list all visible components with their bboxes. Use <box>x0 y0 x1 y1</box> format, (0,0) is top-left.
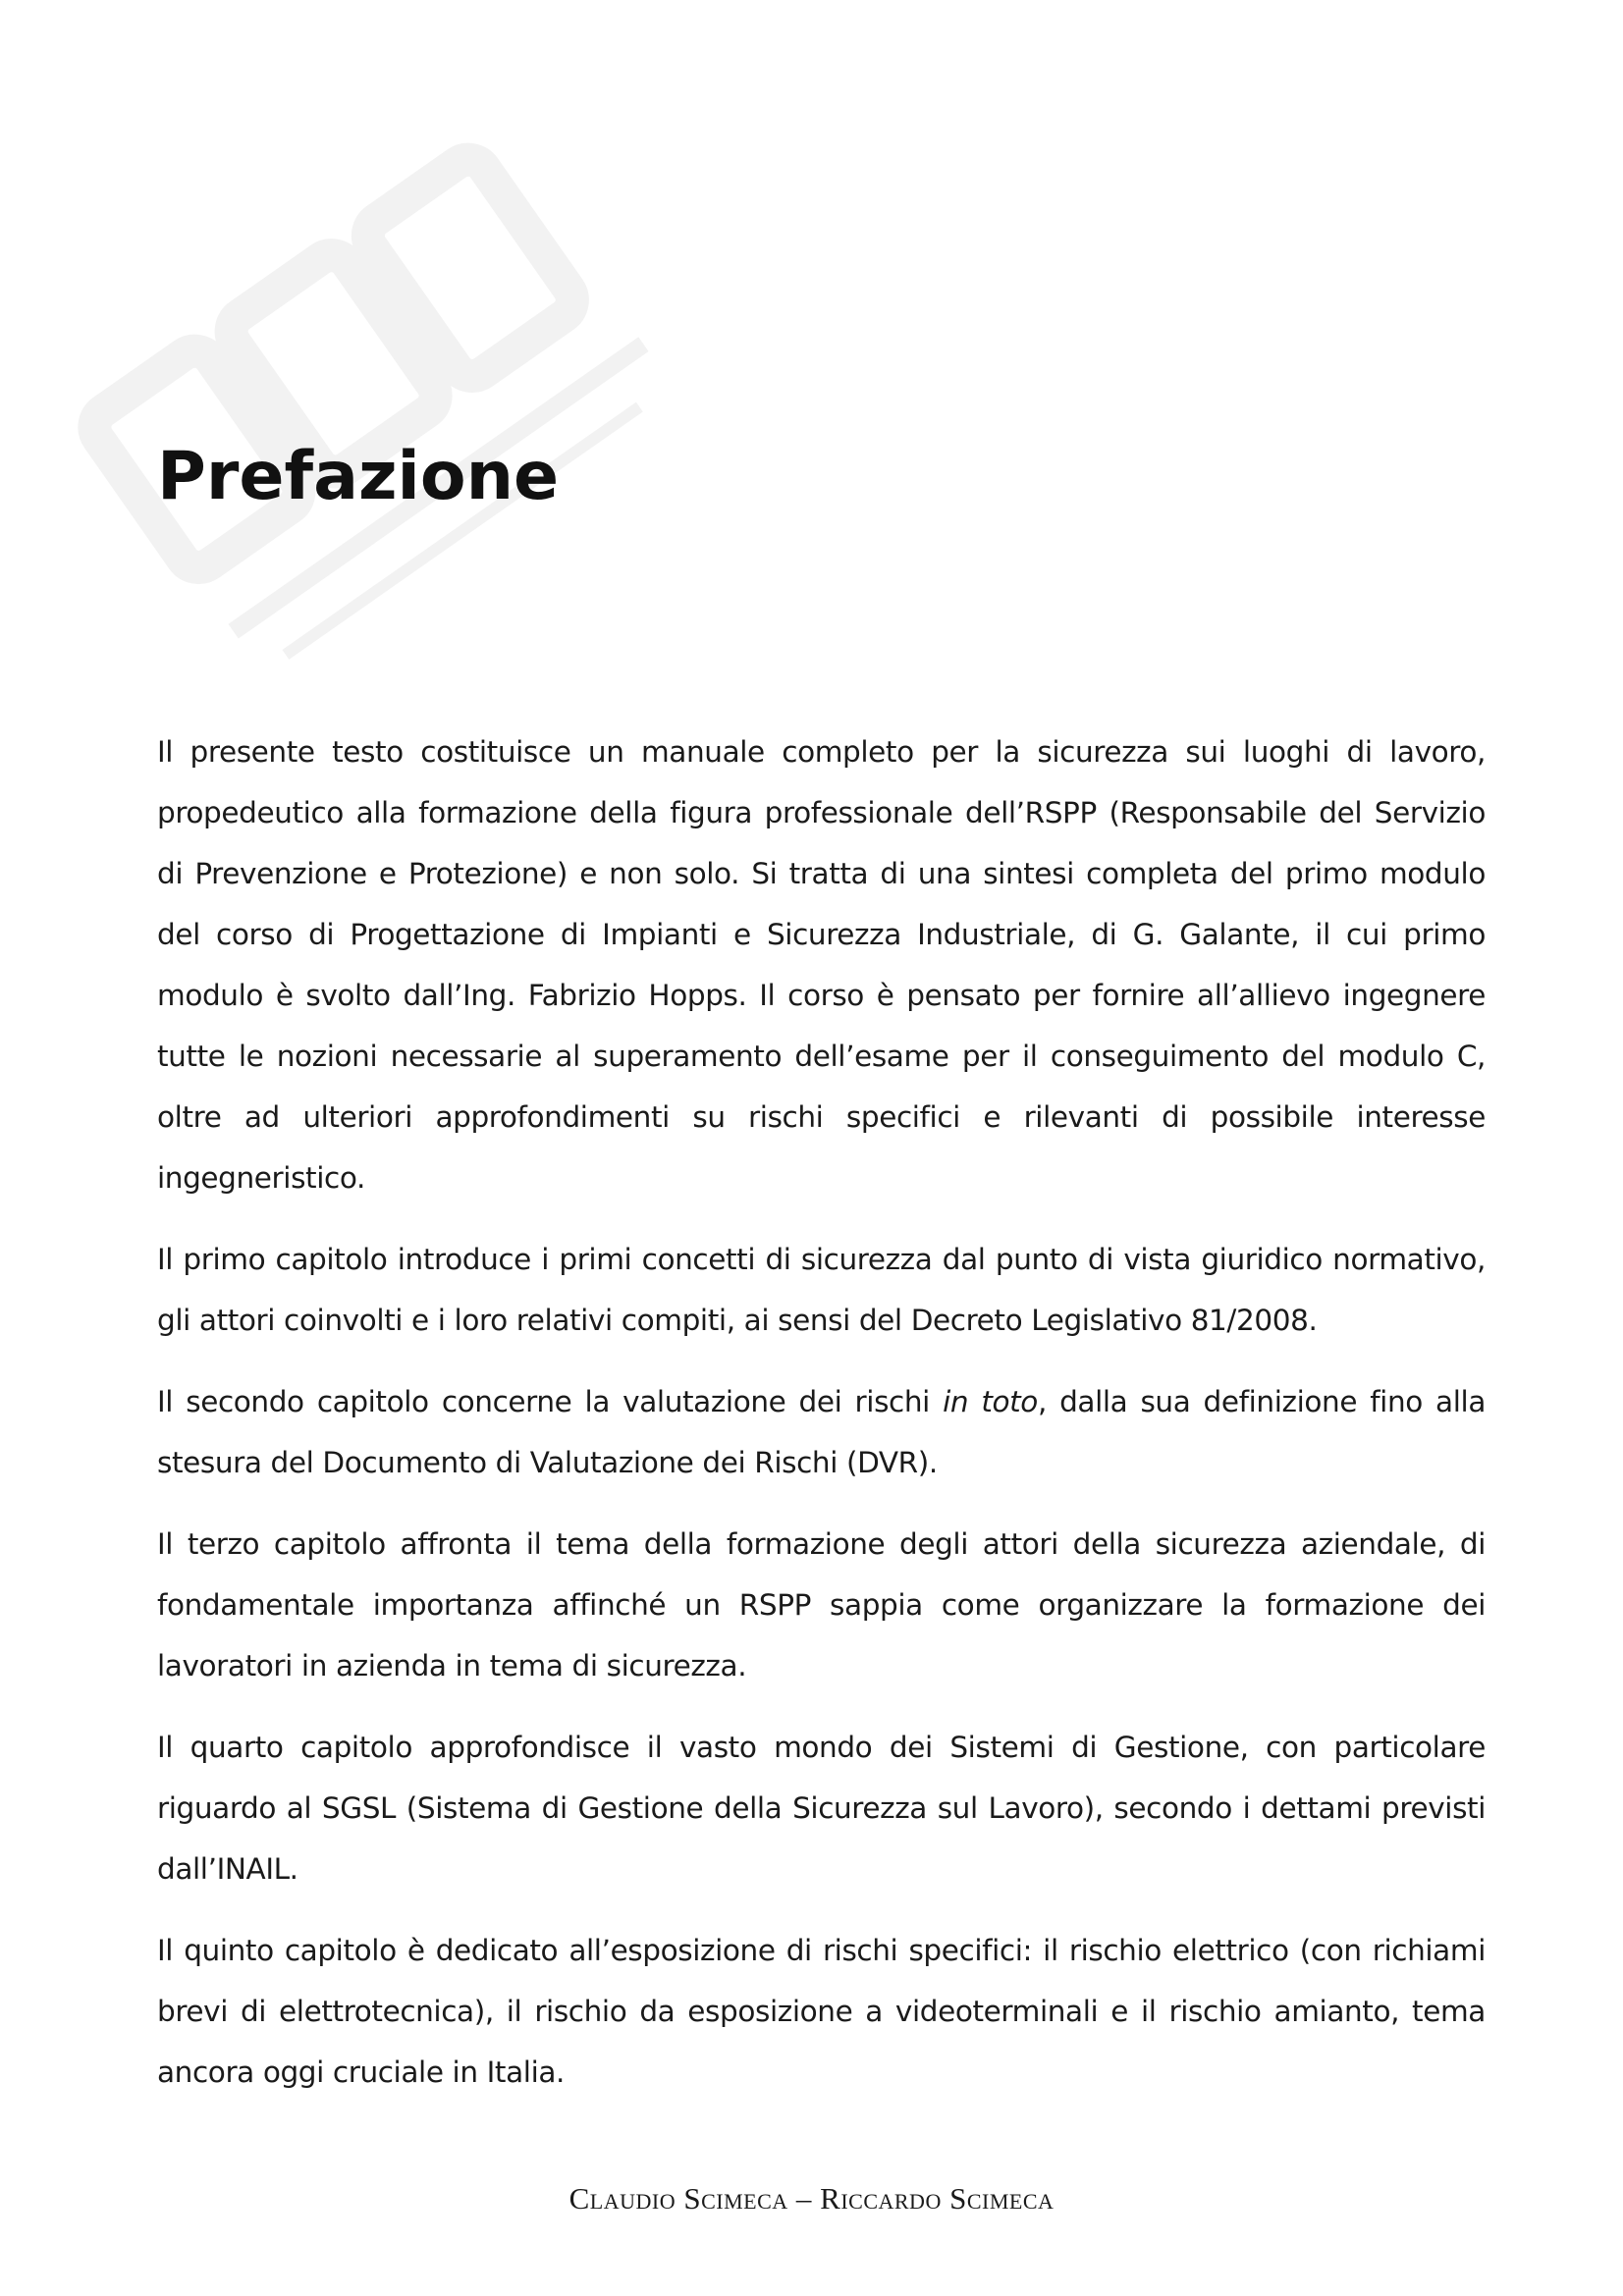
paragraph-chapter-1: Il primo capitolo introduce i primi concetti di sicurezza dal punto di vista giuridico normativo, gli attori coinvolti e i loro relativi compiti, ai sensi del Decreto Legislativo 81/2008. <box>157 1243 1486 1337</box>
paragraph-chapter-4: Il quarto capitolo approfondisce il vasto mondo dei Sistemi di Gestione, con particolare riguardo al SGSL (Sistema di Gestione della Sicurezza sul Lavoro), secondo i dettami previsti dall’INAIL. <box>157 1731 1486 1886</box>
paragraph-chapter-2 <box>157 1371 1486 1493</box>
paragraph-chapter-2-start: Il secondo capitolo concerne la valutazione dei rischi <box>157 1385 944 1418</box>
paragraph-chapter-3: Il terzo capitolo affronta il tema della formazione degli attori della sicurezza aziendale, di fondamentale importanza affinché un RSPP sappia come organizzare la formazione dei lavoratori in azienda in tema di sicurezza. <box>157 1527 1486 1682</box>
watermark-logo <box>29 39 736 726</box>
paragraph-chapter-2-end: , dalla sua definizione fino alla stesura del Documento di Valutazione dei Rischi (DVR). <box>157 1385 1487 1479</box>
body-text <box>157 721 1486 2123</box>
paragraph-chapter-5: Il quinto capitolo è dedicato all’esposizione di rischi specifici: il rischio elettrico (con richiami brevi di elettrotecnica), il rischio da esposizione a videoterminali e il rischio amianto, tema ancora oggi cruciale in Italia. <box>157 1934 1486 2089</box>
paragraph-intro: Il presente testo costituisce un manuale completo per la sicurezza sui luoghi di lavoro, propedeutico alla formazione della figura professionale dell’RSPP (Responsabile del Servizio di Prevenzione e Protezione) e non solo. Si tratta di una sintesi completa del primo modulo del corso di Progettazione di Impianti e Sicurezza Industriale, di G. Galante, il cui primo modulo è svolto dall’Ing. Fabrizio Hopps. Il corso è pensato per fornire all’allievo ingegnere tutte le nozioni necessarie al superamento dell’esame per il conseguimento del modulo C, oltre ad ulteriori approfondimenti su rischi specifici e rilevanti di possibile interesse ingegneristico. <box>157 735 1486 1195</box>
page-footer-authors: Claudio Scimeca – Riccardo Scimeca <box>568 2181 1055 2216</box>
page-title: Prefazione <box>157 438 560 515</box>
italic-phrase: in toto <box>943 1385 1038 1418</box>
